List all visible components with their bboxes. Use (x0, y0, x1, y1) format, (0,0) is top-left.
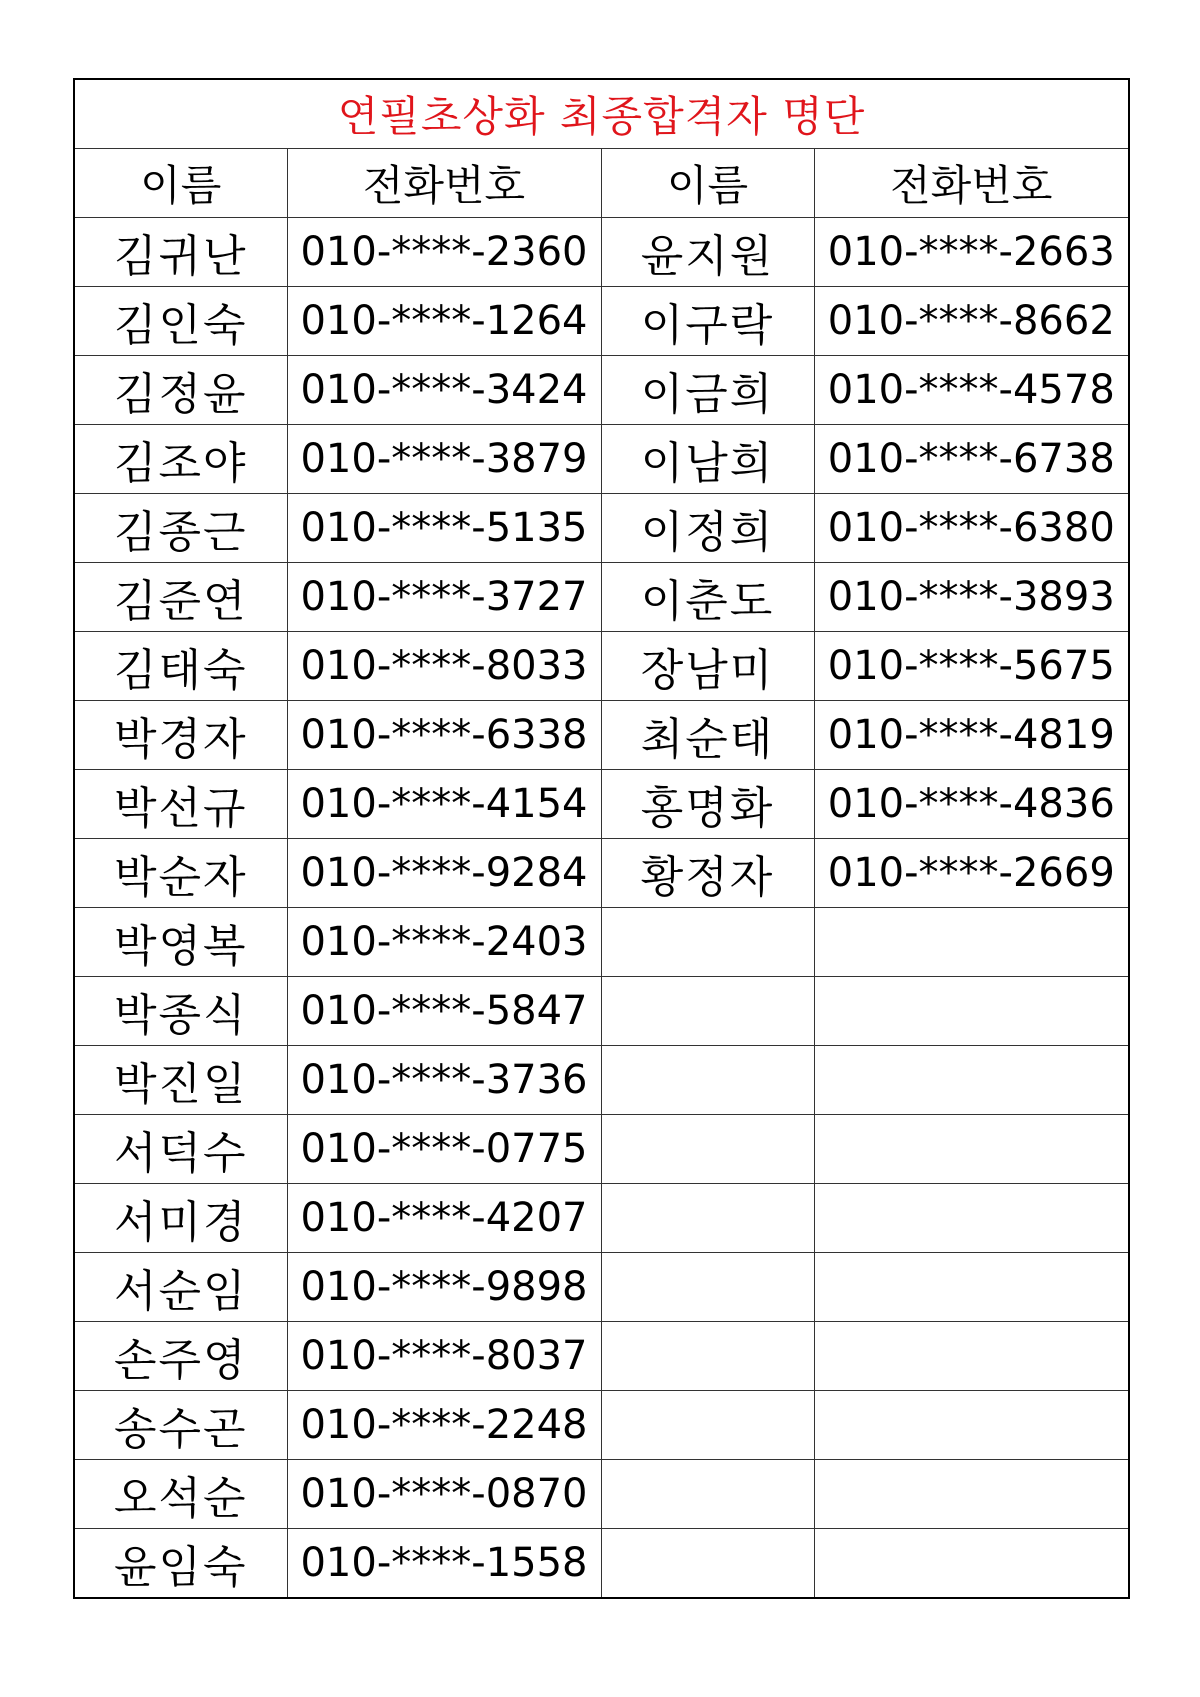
table-row (74, 1184, 1129, 1253)
title-row (74, 79, 1129, 149)
phone-left: 010-****-1264 (287, 287, 601, 356)
header-row (74, 149, 1129, 218)
table-row (74, 770, 1129, 839)
name-right: 이정희 (601, 494, 814, 563)
name-right: 이남희 (601, 425, 814, 494)
name-right (601, 977, 814, 1046)
table-row (74, 908, 1129, 977)
name-left: 서미경 (74, 1184, 287, 1253)
phone-left: 010-****-3736 (287, 1046, 601, 1115)
table-row (74, 1460, 1129, 1529)
name-left: 서덕수 (74, 1115, 287, 1184)
header-phone-left: 전화번호 (287, 149, 601, 218)
phone-right (814, 1253, 1129, 1322)
phone-left: 010-****-8033 (287, 632, 601, 701)
name-left: 김종근 (74, 494, 287, 563)
phone-left: 010-****-6338 (287, 701, 601, 770)
table-row (74, 1046, 1129, 1115)
name-right (601, 1184, 814, 1253)
document-title: 연필초상화 최종합격자 명단 (74, 79, 1129, 149)
phone-left: 010-****-3879 (287, 425, 601, 494)
phone-right (814, 1391, 1129, 1460)
table-row (74, 1322, 1129, 1391)
name-right: 이금희 (601, 356, 814, 425)
name-right: 장남미 (601, 632, 814, 701)
name-left: 박경자 (74, 701, 287, 770)
name-right (601, 1391, 814, 1460)
table-row (74, 1391, 1129, 1460)
table-row (74, 494, 1129, 563)
table-row (74, 701, 1129, 770)
header-name-right: 이름 (601, 149, 814, 218)
phone-right: 010-****-6380 (814, 494, 1129, 563)
phone-left: 010-****-3424 (287, 356, 601, 425)
name-left: 서순임 (74, 1253, 287, 1322)
applicant-table (73, 78, 1130, 1599)
table-row (74, 1115, 1129, 1184)
name-right: 이구락 (601, 287, 814, 356)
name-left: 김준연 (74, 563, 287, 632)
name-left: 박영복 (74, 908, 287, 977)
phone-left: 010-****-0870 (287, 1460, 601, 1529)
name-right (601, 1322, 814, 1391)
name-left: 오석순 (74, 1460, 287, 1529)
name-left: 박진일 (74, 1046, 287, 1115)
name-right (601, 1115, 814, 1184)
name-right: 최순태 (601, 701, 814, 770)
name-left: 김정윤 (74, 356, 287, 425)
name-left: 박순자 (74, 839, 287, 908)
phone-left: 010-****-9898 (287, 1253, 601, 1322)
phone-right: 010-****-2669 (814, 839, 1129, 908)
phone-right (814, 1460, 1129, 1529)
name-left: 윤임숙 (74, 1529, 287, 1599)
phone-right (814, 908, 1129, 977)
header-phone-right: 전화번호 (814, 149, 1129, 218)
name-right (601, 1046, 814, 1115)
phone-right (814, 1322, 1129, 1391)
name-right: 홍명화 (601, 770, 814, 839)
name-right (601, 908, 814, 977)
name-right (601, 1253, 814, 1322)
phone-left: 010-****-2248 (287, 1391, 601, 1460)
table-row (74, 839, 1129, 908)
phone-right (814, 1046, 1129, 1115)
name-left: 김태숙 (74, 632, 287, 701)
phone-right (814, 1184, 1129, 1253)
phone-left: 010-****-5847 (287, 977, 601, 1046)
phone-left: 010-****-5135 (287, 494, 601, 563)
table-row (74, 632, 1129, 701)
phone-left: 010-****-3727 (287, 563, 601, 632)
phone-right: 010-****-6738 (814, 425, 1129, 494)
name-right (601, 1529, 814, 1599)
phone-left: 010-****-1558 (287, 1529, 601, 1599)
table-row (74, 977, 1129, 1046)
phone-right: 010-****-4836 (814, 770, 1129, 839)
name-right: 윤지원 (601, 218, 814, 287)
phone-right: 010-****-4578 (814, 356, 1129, 425)
table-row (74, 1529, 1129, 1599)
name-left: 손주영 (74, 1322, 287, 1391)
header-name-left: 이름 (74, 149, 287, 218)
name-left: 박선규 (74, 770, 287, 839)
phone-left: 010-****-9284 (287, 839, 601, 908)
phone-left: 010-****-2403 (287, 908, 601, 977)
phone-right: 010-****-5675 (814, 632, 1129, 701)
name-left: 김조야 (74, 425, 287, 494)
name-right (601, 1460, 814, 1529)
table-row (74, 425, 1129, 494)
phone-left: 010-****-4154 (287, 770, 601, 839)
table-row (74, 287, 1129, 356)
phone-right (814, 1115, 1129, 1184)
table-row (74, 218, 1129, 287)
phone-right: 010-****-2663 (814, 218, 1129, 287)
phone-right (814, 977, 1129, 1046)
name-left: 송수곤 (74, 1391, 287, 1460)
name-right: 이춘도 (601, 563, 814, 632)
phone-right: 010-****-8662 (814, 287, 1129, 356)
phone-left: 010-****-0775 (287, 1115, 601, 1184)
name-left: 박종식 (74, 977, 287, 1046)
phone-right: 010-****-3893 (814, 563, 1129, 632)
phone-right: 010-****-4819 (814, 701, 1129, 770)
phone-left: 010-****-2360 (287, 218, 601, 287)
phone-left: 010-****-8037 (287, 1322, 601, 1391)
phone-right (814, 1529, 1129, 1599)
name-left: 김인숙 (74, 287, 287, 356)
phone-left: 010-****-4207 (287, 1184, 601, 1253)
name-right: 황정자 (601, 839, 814, 908)
table-body (74, 218, 1129, 1599)
table-row (74, 1253, 1129, 1322)
table-row (74, 356, 1129, 425)
table-row (74, 563, 1129, 632)
name-left: 김귀난 (74, 218, 287, 287)
